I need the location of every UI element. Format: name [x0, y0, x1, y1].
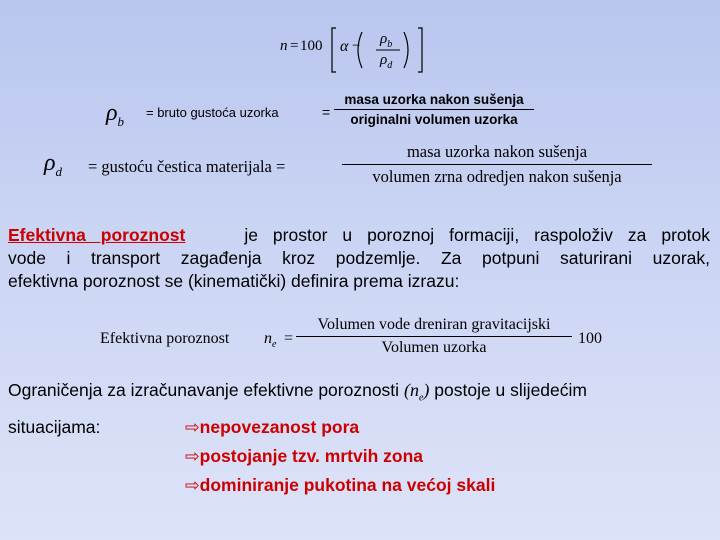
paragraph-line2: vode i transport zagađenja kroz podzemlje. Za potpuni saturirani uzorak, — [8, 248, 710, 268]
formula1-minus: − — [352, 38, 361, 54]
formula-effective-porosity — [100, 314, 620, 366]
ne-symbol: $n_e$ — [264, 330, 277, 351]
fraction-numerator: masa uzorka nakon sušenja — [344, 92, 524, 107]
formula4-equals: = — [284, 330, 294, 347]
limitation-item: ⇨dominiranje pukotina na većoj skali — [185, 474, 496, 495]
bulk-density-fraction — [334, 92, 534, 127]
fraction-bar — [334, 109, 534, 110]
fraction-denominator: originalni volumen uzorka — [350, 112, 518, 127]
formula1-n: n — [280, 38, 288, 54]
effective-porosity-fraction — [296, 316, 572, 357]
formula1-equals: = — [290, 38, 299, 54]
fraction-denominator: Volumen uzorka — [381, 339, 487, 356]
fraction-denominator: volumen zrna odredjen nakon sušenja — [372, 167, 622, 186]
arrow-right-icon: ⇨ — [185, 416, 200, 437]
formula1-rho-b: $\rho_b$ — [380, 31, 393, 50]
definition-paragraph — [8, 224, 710, 293]
limitations-intro-rest: postoje u slijedećim — [434, 380, 587, 400]
formula-bulk-density — [102, 90, 542, 134]
bulk-density-label: = bruto gustoća uzorka — [146, 105, 279, 120]
formula1-rho-d: $\rho_d$ — [380, 52, 393, 71]
rho-d-symbol: $\rho_d$ — [44, 150, 63, 179]
formula1-alpha: α — [340, 38, 349, 55]
formula-particle-density — [40, 140, 660, 196]
arrow-right-icon: ⇨ — [185, 445, 200, 466]
formula-porosity — [280, 24, 430, 76]
rho-b-symbol: $\rho_b$ — [106, 100, 125, 129]
effective-porosity-label: Efektivna poroznost — [100, 330, 230, 347]
arrow-right-icon: ⇨ — [185, 474, 200, 495]
paragraph-line3: efektivna poroznost se (kinematički) definira prema izrazu: — [8, 271, 460, 291]
limitations-section — [8, 376, 708, 500]
formula1-factor: 100 — [300, 38, 323, 54]
formula2-equals: = — [322, 104, 331, 120]
limitation-item: ⇨postojanje tzv. mrtvih zona — [185, 445, 423, 466]
fraction-numerator: masa uzorka nakon sušenja — [406, 142, 588, 161]
particle-density-label: = gustoću čestica materijala = — [88, 157, 286, 176]
limitation-item: ⇨nepovezanost pora — [185, 416, 360, 437]
formula4-factor: 100 — [578, 330, 602, 347]
ne-inline-symbol: $(n_e)$ — [403, 380, 430, 404]
fraction-numerator: Volumen vode dreniran gravitacijski — [317, 316, 551, 333]
fraction-bar — [342, 164, 652, 165]
particle-density-fraction — [342, 142, 652, 187]
paragraph-line1: je prostor u poroznoj formaciji, raspoloživ za protok — [244, 225, 710, 245]
limitations-intro: Ograničenja za izračunavanje efektivne poroznosti — [8, 380, 400, 400]
limitations-intro-line2: situacijama: — [8, 416, 101, 437]
term-effective-porosity: Efektivna poroznost — [8, 225, 186, 245]
fraction-bar — [296, 336, 572, 337]
